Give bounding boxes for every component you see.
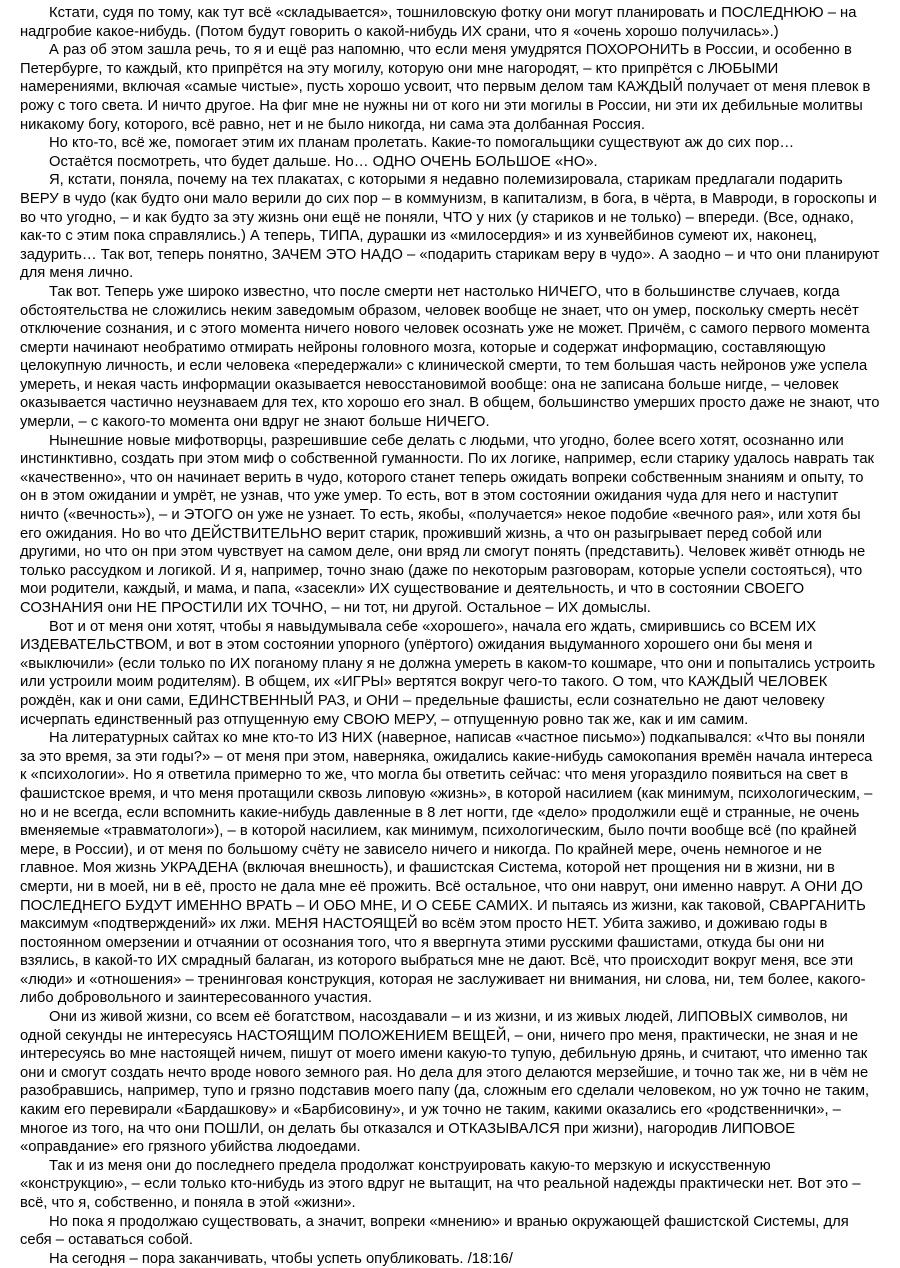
paragraph: Вот и от меня они хотят, чтобы я навыдумывала себе «хорошего», начала его ждать, смирившись со ВСЕМ ИХ ИЗДЕВАТЕЛЬСТВОМ, и вот в этом состоянии упорного (упёртого) ожидания выдуманного хорошего они бы меня и «выключили» (если только по ИХ поганому плану я не должна умереть в каком-то кошмаре, что они и попытались устроить или устроили моим родителям). В общем, их «ИГРЫ» вертятся вокруг чего-то такого. О том, что КАЖДЫЙ ЧЕЛОВЕК рождён, как и они сами, ЕДИНСТВЕННЫЙ РАЗ, и ОНИ – предельные фашисты, если сознательно не дают человеку исчерпать единственный раз отпущенную ему СВОЮ МЕРУ, – отпущенную ровно так же, как и им самим. [20,618,876,728]
paragraph: Остаётся посмотреть, что будет дальше. Но… ОДНО ОЧЕНЬ БОЛЬШОЕ «НО». [49,153,598,170]
paragraph: Но пока я продолжаю существовать, а значит, вопреки «мнению» и вранью окружающей фашистской Системы, для себя – оставаться собой. [20,1213,849,1249]
paragraph: Кстати, судя по тому, как тут всё «складывается», тошниловскую фотку они могут планировать и ПОСЛЕДНЮЮ – на надгробие какое-нибудь. (Потом будут говорить о какой-нибудь ИХ срани, что я «очень хорошо получилась».) [20,5,857,40]
paragraph: Нынешние новые мифотворцы, разрешившие себе делать с людьми, что угодно, более всего хотят, осознанно или инстинктивно, создать при этом миф о собственной гуманности. По их логике, например, если старику удалось наврать так «качественно», что он начинает верить в чудо, которого станет теперь ожидать вопреки собственным знаниям и опыту, то он в этом ожидании и умрёт, не узнав, что уже умер. То есть, вот в этом состоянии ожидания чуда для него и наступит ничто («вечность»), – и ЭТОГО он уже не узнает. То есть, якобы, «получается» некое подобие «вечного рая», или хотя бы его ожидания. Но во что ДЕЙСТВИТЕЛЬНО верит старик, проживший жизнь, а что он разыгрывает перед собой или другими, но что он при этом чувствует на самом деле, они вряд ли смогут понять (представить). Человек живёт отнюдь не только рассудком и логикой. И я, например, точно знаю (даже по некоторым разговорам, которые успели состояться), что мои родители, каждый, и мама, и папа, «засекли» ИХ существование и деятельность, и что в состоянии СВОЕГО СОЗНАНИЯ они НЕ ПРОСТИЛИ ИХ ТОЧНО, – ни тот, ни другой. Остальное – ИХ домыслы. [20,432,875,616]
paragraph: На литературных сайтах ко мне кто-то ИЗ НИХ (наверное, написав «частное письмо») подкапывался: «Что вы поняли за это время, за эти годы?» – от меня при этом, наверняка, ожидались какие-нибудь самокопания времён начала интереса к «психологии». Но я ответила примерно то же, что могла бы ответить сейчас: что меня угораздило появиться на свет в фашистское время, и что меня протащили сквозь липовую «жизнь», в которой насилием (как минимум, психологическим, – но и не всегда, если вспомнить какие-нибудь давленные в 8 лет ногти, где «дело» продолжили ещё и странные, не очень вменяемые «травматологи»), – в которой насилием, как минимум, психологическим, было почти вообще всё (по крайней мере, в России), и от меня по большому счёту не зависело ничего и никогда. По крайней мере, очень немногое и не главное. Моя жизнь УКРАДЕНА (включая внешность), и фашистская Система, которой нет прощения ни в жизни, ни в смерти, ни в моей, ни в её, просто не дала мне её прожить. Всё остальное, что они наврут, они именно наврут. А ОНИ ДО ПОСЛЕДНЕГО БУДУТ ИМЕННО ВРАТЬ – И ОБО МНЕ, И О СЕБЕ САМИХ. И пытаясь из жизни, как таковой, СВАРГАНИТЬ максимум «подтверждений» их лжи. МЕНЯ НАСТОЯЩЕЙ во всём этом просто НЕТ. Убита заживо, и доживаю годы в постоянном омерзении и отчаянии от осознания того, что я ввергнута этими русскими фашистами, откуда бы они ни взялись, в какой-то ИХ смрадный балаган, из которого выбраться мне не дают. Всё, что происходит вокруг меня, все эти «люди» и «отношения» – тренинговая конструкция, которая не заслуживает ни внимания, ни слова, ни, тем более, какого-либо добровольного и заинтересованного участия. [20,730,873,1007]
paragraph: Я, кстати, поняла, почему на тех плакатах, с которыми я недавно полемизировала, старикам предлагали подарить ВЕРУ в чудо (как будто они мало верили до сих пор – в коммунизм, в капитализм, в бога, в чёрта, в Мавроди, в гороскопы и во что угодно, – и как будто за эту жизнь они ещё не поняли, ЧТО у них (у стариков и не только) – впереди. (Все, однако, как-то с этим пока справлялись.) А теперь, ТИПА, дурашки из «милосердия» и из хунвейбинов сумеют их, наконец, задурить… Так вот, теперь понятно, ЗАЧЕМ ЭТО НАДО – «подарить старикам веру в чудо». А заодно – и что они планируют для меня лично. [20,172,880,282]
paragraph: Так вот. Теперь уже широко известно, что после смерти нет настолько НИЧЕГО, что в большинстве случаев, когда обстоятельства не сложились неким заведомым образом, человек вообще не знает, что он умер, поскольку смерть несёт отключение сознания, и с этого момента ничего нового человек осознать уже не может. Причём, с самого первого момента смерти начинают необратимо отмирать нейроны головного мозга, которые и содержат информацию, составляющую целокупную личность, и если человека «передержали» с клинической смерти, то тем большая часть нейронов уже успела умереть, и некая часть информации оказывается невосстановимой вообще: она не записана больше нигде, – человек оказывается частично неузнаваем для тех, кто хорошо его знал. В общем, большинство умерших просто даже не знают, что умерли, – с какого-то момента они вдруг не знают больше НИЧЕГО. [20,283,880,431]
paragraph: А раз об этом зашла речь, то я и ещё раз напомню, что если меня умудрятся ПОХОРОНИТЬ в России, и особенно в Петербурге, то каждый, кто припрётся на эту могилу, которую они мне нагородят, – кто припрётся с ЛЮБЫМИ намерениями, включая «самые чистые», пусть хорошо усвоит, что первым делом там КАЖДЫЙ получает от меня плевок в рожу с того света. И ничто другое. На фиг мне не нужны ни от кого ни эти могилы в России, ни эти их дебильные молитвы никакому богу, которого, всё равно, нет и не было никогда, ни сама эта долбанная Россия. [20,42,871,133]
paragraph: Они из живой жизни, со всем её богатством, насоздавали – и из жизни, и из живых людей, ЛИПОВЫХ символов, ни одной секунды не интересуясь НАСТОЯЩИМ ПОЛОЖЕНИЕМ ВЕЩЕЙ, – они, ничего про меня, практически, не зная и не интересуясь во мне настоящей ничем, пишут от моего имени какую-то тупую, дебильную дрянь, и считают, что именно так они и смогут создать нечто вроде нового земного рая. Но дела для этого делаются мерзейшие, и точно так же, ни в чём не разобравшись, например, тупо и грязно подставив моего папу (да, сложным его сделали человеком, но уж точно не таким, каким его перевирали «Бардашкову» и «Барбисовину», и уж точно не таким, какими оказались его «родственнички», – многое из того, на что они ПОШЛИ, он делать бы отказался и ОТКАЗЫВАЛСЯ при жизни), нагородив ЛИПОВОЕ «оправдание» его грязного убийства людоедами. [20,1009,870,1156]
paragraph: На сегодня – пора заканчивать, чтобы успеть опубликовать. /18:16/ [49,1250,513,1267]
paragraph: Но кто-то, всё же, помогает этим их планам пролетать. Какие-то помогальщики существуют аж до сих пор… [49,135,795,152]
paragraph: Так и из меня они до последнего предела продолжат конструировать какую-то мерзкую и искусственную «конструкцию», – если только кто-нибудь из этого вдруг не вытащит, на что реальной надежды практически нет. Вот это – всё, что я, собственно, и поняла в этой «жизни». [20,1157,861,1211]
